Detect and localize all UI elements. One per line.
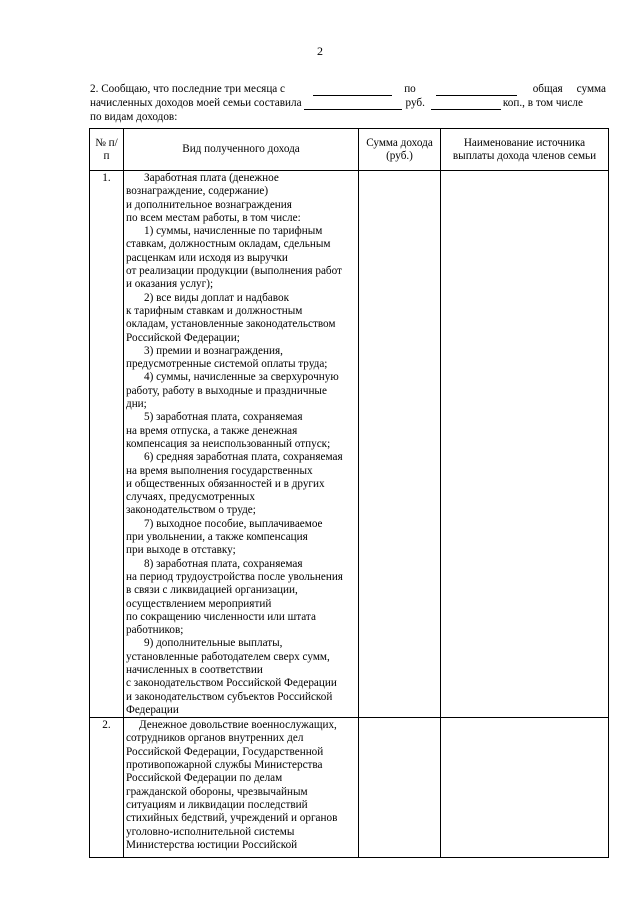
text-line: по всем местам работы, в том числе:: [126, 211, 301, 224]
text-line: уголовно-исполнительной системы: [126, 825, 295, 838]
header-source: Наименование источника выплаты дохода членов семьи: [441, 129, 609, 171]
text-line: ставкам, должностным окладам, сдельным: [126, 238, 331, 251]
text-line: 3) премии и вознаграждения,: [144, 344, 283, 357]
text-line: от реализации продукции (выполнения работ: [126, 265, 342, 278]
text-line: ситуациям и ликвидации последствий: [126, 798, 308, 811]
text-line: при выходе в отставку;: [126, 544, 236, 557]
text-line: и дополнительное вознаграждения: [126, 198, 292, 211]
text-line: предусмотренные системой оплаты труда;: [126, 358, 328, 371]
text-line: компенсация за неиспользованный отпуск;: [126, 437, 331, 450]
table-row: [90, 718, 609, 858]
period-to-field[interactable]: [436, 84, 517, 96]
text-line: на период трудоустройства после увольнения: [126, 570, 343, 583]
text-line: дни;: [126, 398, 147, 411]
text-line: при увольнении, а также компенсация: [126, 531, 308, 544]
text-line: работу, работу в выходные и праздничные: [126, 384, 327, 397]
text-line: Заработная плата (денежное: [144, 172, 279, 184]
text-line: 1) суммы, начисленные по тарифным: [144, 225, 323, 238]
intro-paragraph: [90, 82, 606, 124]
text-line: окладам, установленные законодательством: [126, 318, 336, 331]
intro-text-rub: руб.: [405, 97, 425, 109]
row-number: 2.: [90, 718, 124, 858]
text-line: 8) заработная плата, сохраняемая: [144, 557, 303, 570]
text-line: 4) суммы, начисленные за сверхурочную: [144, 371, 339, 384]
text-line: и оказания услуг);: [126, 278, 214, 291]
text-line: осуществлением мероприятий: [126, 597, 272, 610]
intro-text-total: общая сумма: [532, 83, 606, 95]
text-line: вознаграждение, содержание): [126, 185, 269, 198]
text-line: Министерства юстиции Российской: [126, 838, 298, 851]
text-line: к тарифным ставкам и должностным: [126, 304, 303, 317]
total-kop-field[interactable]: [431, 98, 501, 110]
text-line: сотрудников органов внутренних дел: [126, 732, 304, 745]
text-line: начисленных в соответствии: [126, 663, 263, 676]
text-line: Российской Федерации, Государственной: [126, 745, 324, 758]
source-cell[interactable]: [441, 718, 609, 858]
text-line: работников;: [126, 624, 184, 637]
row-number: 1.: [90, 171, 124, 718]
amount-cell[interactable]: [359, 718, 441, 858]
text-line: в связи с ликвидацией организации,: [126, 584, 298, 597]
source-cell[interactable]: [441, 171, 609, 718]
text-line: с законодательством Российской Федерации: [126, 677, 337, 690]
table-row: [90, 171, 609, 718]
text-line: на время выполнения государственных: [126, 464, 313, 477]
intro-text-income: начисленных доходов моей семьи составила: [90, 97, 302, 109]
text-line: 5) заработная плата, сохраняемая: [144, 411, 303, 424]
intro-text-period-from: 2. Сообщаю, что последние три месяца с: [90, 83, 286, 95]
header-income-type: Вид полученного дохода: [124, 129, 359, 171]
text-line: 6) средняя заработная плата, сохраняемая: [144, 451, 343, 464]
table-header-row: [90, 129, 609, 171]
intro-text-kop: коп., в том числе: [502, 97, 583, 109]
period-from-field[interactable]: [313, 84, 392, 96]
income-type-cell: [124, 718, 359, 858]
header-amount: Сумма дохода (руб.): [359, 129, 441, 171]
text-line: Денежное довольствие военнослужащих,: [139, 719, 337, 732]
total-rub-field[interactable]: [304, 98, 402, 110]
header-num: № п/п: [90, 129, 124, 171]
text-line: установленные работодателем сверх сумм,: [126, 650, 330, 663]
text-line: расценкам или исходя из выручки: [126, 251, 288, 264]
text-line: гражданской обороны, чрезвычайным: [126, 785, 308, 798]
text-line: Российской Федерации по делам: [126, 772, 283, 785]
page-number: 2: [317, 44, 323, 58]
text-line: на время отпуска, а также денежная: [126, 424, 298, 437]
amount-cell[interactable]: [359, 171, 441, 718]
text-line: по сокращению численности или штата: [126, 610, 316, 623]
text-line: и общественных обязанностей и в других: [126, 477, 325, 490]
text-line: Российской Федерации;: [126, 331, 240, 344]
income-table: [89, 128, 609, 858]
text-line: 2) все виды доплат и надбавок: [144, 291, 290, 304]
income-type-cell: [124, 171, 359, 718]
text-line: противопожарной службы Министерства: [126, 759, 323, 772]
text-line: 9) дополнительные выплаты,: [144, 637, 283, 650]
intro-line-3: [90, 110, 606, 124]
intro-line-1: [90, 82, 606, 96]
text-line: и законодательством субъектов Российской: [126, 690, 333, 703]
intro-line-2: [90, 96, 606, 110]
intro-text-types: по видам доходов:: [90, 111, 178, 123]
text-line: 7) выходное пособие, выплачиваемое: [144, 517, 323, 530]
intro-text-po: по: [404, 83, 416, 95]
text-line: законодательством о труде;: [126, 504, 256, 517]
text-line: стихийных бедствий, учреждений и органов: [126, 812, 338, 825]
text-line: Федерации: [126, 703, 179, 716]
text-line: случаях, предусмотренных: [126, 491, 255, 504]
